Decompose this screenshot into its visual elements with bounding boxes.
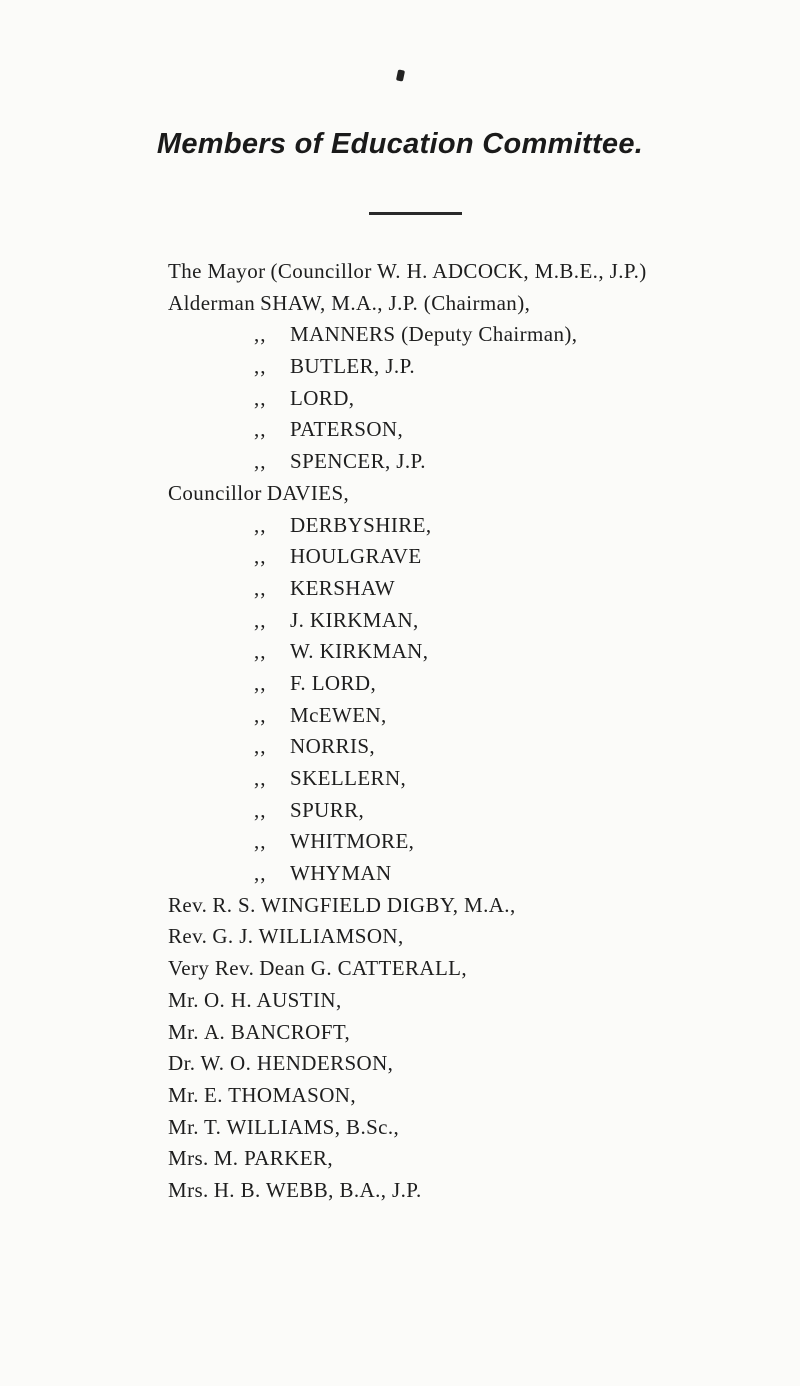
member-title: Councillor	[168, 480, 262, 505]
member-title: Rev.	[168, 892, 208, 917]
member-name: A. BANCROFT,	[203, 1019, 351, 1044]
member-name: T. WILLIAMS, B.Sc.,	[203, 1114, 400, 1139]
member-name: J. KIRKMAN,	[290, 607, 419, 632]
member-name: DERBYSHIRE,	[290, 512, 432, 537]
member-line	[168, 953, 467, 985]
member-name: NORRIS,	[290, 734, 376, 759]
member-name: LORD,	[290, 385, 355, 410]
member-line	[168, 1017, 350, 1049]
member-row	[0, 890, 800, 922]
member-name: M. PARKER,	[213, 1146, 334, 1171]
member-title: The Mayor	[168, 259, 266, 283]
member-row	[0, 700, 800, 732]
member-name: H. B. WEBB, B.A., J.P.	[213, 1177, 422, 1202]
member-row	[0, 541, 800, 573]
member-row	[0, 383, 800, 415]
member-line	[168, 1080, 356, 1112]
ditto-mark: ,,	[254, 670, 267, 695]
printer-mark	[396, 69, 405, 81]
member-row	[0, 953, 800, 985]
ditto-mark: ,,	[254, 607, 267, 632]
member-name: MANNERS (Deputy Chairman),	[290, 322, 578, 347]
member-name: W. O. HENDERSON,	[200, 1051, 394, 1076]
member-name: Dean G. CATTERALL,	[259, 956, 468, 981]
member-row	[0, 510, 800, 542]
member-name: W. KIRKMAN,	[290, 639, 429, 664]
member-row	[0, 763, 800, 795]
ditto-mark: ,,	[254, 322, 267, 347]
member-row	[0, 478, 800, 510]
member-row	[0, 573, 800, 605]
member-title: Mr.	[168, 987, 199, 1012]
member-line	[168, 1143, 333, 1175]
ditto-mark: ,,	[254, 702, 267, 727]
member-row	[0, 1112, 800, 1144]
member-name: WHYMAN	[290, 861, 392, 886]
member-name: HOULGRAVE	[290, 544, 422, 569]
member-title: Mrs.	[168, 1146, 209, 1171]
ditto-mark: ,,	[254, 385, 267, 410]
member-name: PATERSON,	[290, 417, 404, 442]
member-row	[0, 446, 800, 478]
member-name: SPENCER, J.P.	[290, 449, 426, 474]
ditto-mark: ,,	[254, 512, 267, 537]
member-row	[0, 1175, 800, 1207]
member-line	[168, 1175, 422, 1207]
member-line	[168, 1048, 393, 1080]
member-line	[168, 288, 530, 320]
member-line	[168, 256, 647, 288]
member-title: Alderman	[168, 290, 256, 315]
member-title: Mr.	[168, 1019, 199, 1044]
member-row	[0, 288, 800, 320]
member-row	[0, 1143, 800, 1175]
ditto-mark: ,,	[254, 829, 267, 854]
member-row	[0, 985, 800, 1017]
member-title: Dr.	[168, 1051, 196, 1076]
member-row	[0, 795, 800, 827]
member-row	[0, 1048, 800, 1080]
member-title: Rev.	[168, 924, 208, 949]
page-title: Members of Education Committee.	[156, 128, 644, 160]
member-title: Very Rev.	[168, 956, 255, 981]
ditto-mark: ,,	[254, 861, 267, 886]
member-name: KERSHAW	[290, 575, 395, 600]
member-name: SHAW, M.A., J.P. (Chairman),	[260, 290, 531, 315]
member-row	[0, 731, 800, 763]
member-line	[168, 478, 349, 510]
member-name: SPURR,	[290, 797, 365, 822]
ditto-mark: ,,	[254, 417, 267, 442]
member-row	[0, 414, 800, 446]
member-name: SKELLERN,	[290, 766, 407, 790]
member-title: Mr.	[168, 1114, 199, 1139]
member-row	[0, 858, 800, 890]
ditto-mark: ,,	[254, 354, 267, 379]
ditto-mark: ,,	[254, 734, 267, 759]
member-line	[168, 985, 342, 1017]
member-name: F. LORD,	[290, 670, 377, 695]
title-divider	[369, 212, 462, 215]
member-row	[0, 636, 800, 668]
member-row	[0, 668, 800, 700]
member-row	[0, 351, 800, 383]
ditto-mark: ,,	[254, 797, 267, 822]
member-name: R. S. WINGFIELD DIGBY, M.A.,	[212, 892, 516, 917]
member-line	[168, 921, 404, 953]
member-title: Mr.	[168, 1082, 199, 1107]
member-row	[0, 826, 800, 858]
member-name: E. THOMASON,	[203, 1082, 356, 1107]
member-row	[0, 1080, 800, 1112]
ditto-mark: ,,	[254, 575, 267, 600]
member-title: Mrs.	[168, 1177, 209, 1202]
member-row	[0, 319, 800, 351]
member-row	[0, 256, 800, 288]
member-name: WHITMORE,	[290, 829, 415, 854]
member-name: DAVIES,	[266, 480, 350, 505]
member-name: G. J. WILLIAMSON,	[212, 924, 404, 949]
ditto-mark: ,,	[254, 449, 267, 474]
member-line	[168, 1112, 399, 1144]
member-name: (Councillor W. H. ADCOCK, M.B.E., J.P.)	[270, 259, 647, 283]
member-row	[0, 605, 800, 637]
member-line	[168, 890, 516, 922]
member-row	[0, 1017, 800, 1049]
members-list	[0, 256, 800, 1207]
member-name: McEWEN,	[290, 702, 387, 727]
ditto-mark: ,,	[254, 544, 267, 569]
member-name: BUTLER, J.P.	[290, 354, 415, 379]
member-row	[0, 921, 800, 953]
ditto-mark: ,,	[254, 639, 267, 664]
ditto-mark: ,,	[254, 766, 267, 790]
member-name: O. H. AUSTIN,	[203, 987, 342, 1012]
